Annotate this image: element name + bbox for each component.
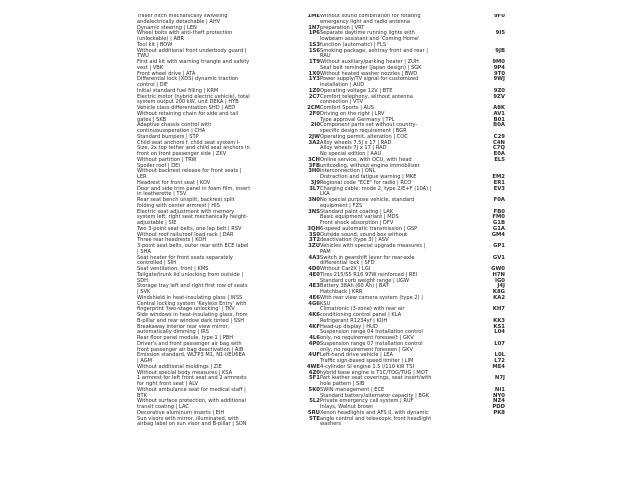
equipment-description [135, 210, 304, 227]
description-line: Door and side trim panel in foam film, insert [137, 185, 251, 192]
description-line: only, no requirement foreseen | GKV [320, 346, 413, 353]
equipment-code: 2JW [308, 133, 320, 140]
description-line: Without roof rails/roof load rack | DAR [137, 231, 234, 238]
description-line: (unlockable) | ABR [137, 36, 185, 42]
description-line: Seat heater for front seats separately [137, 254, 233, 261]
equipment-code: 2F0 [309, 110, 320, 117]
description-line: TWU [137, 53, 149, 60]
equipment-row [135, 198, 320, 210]
equipment-code: 4Z0 [308, 369, 320, 376]
description-line: Charging cable: mode 2, type 2/E+F (10A) | [320, 185, 432, 192]
equipment-code: KS1 [493, 323, 505, 330]
description-line: 3-point seat belts, outer rear with ECE label [137, 243, 249, 249]
equipment-code: G1B [492, 220, 505, 226]
equipment-code: 3N0 [308, 197, 320, 203]
description-line: KSU [320, 300, 331, 307]
description-line: system left, right seat mechanically height- [137, 214, 248, 221]
description-line: Central locking system 'Keyless Entry' with [137, 300, 247, 307]
description-line: Front wheel drive | ATA [137, 70, 196, 77]
description-line: Windshield in heat-insulating glass | WSS [137, 294, 243, 301]
description-line: Front shock absorption | DFV [320, 220, 394, 226]
equipment-description [318, 31, 475, 48]
equipment-code: 2C7 [308, 93, 320, 100]
equipment-row [135, 14, 320, 26]
description-line: Power supply/TV signal for customized [320, 76, 419, 83]
description-line: front passenger air bag deactivation | AIB [137, 346, 244, 353]
description-line: SDH [137, 277, 148, 284]
equipment-description [135, 417, 304, 429]
description-line: Comfort Sports | AUS [320, 105, 374, 111]
description-line: Initial standard fuel filling | KRM [137, 87, 219, 94]
equipment-code: ME4 [492, 363, 505, 370]
equipment-code: 4WE [306, 363, 320, 370]
description-line: automatically dimming | IRS [137, 329, 210, 336]
equipment-description [135, 198, 304, 210]
equipment-code: H7N [492, 271, 505, 278]
description-line: | SVK [137, 289, 151, 295]
equipment-code: 4K6 [308, 312, 320, 318]
equipment-code: 9Z0 [493, 87, 505, 94]
equipment-code: C7Q [492, 145, 505, 152]
description-line: hole pattern | SIB [320, 381, 365, 387]
equipment-code: KH7 [492, 306, 505, 313]
description-line: Distraction and fatigue warning | MKE [320, 174, 417, 180]
equipment-code: B01 [493, 116, 505, 123]
description-line: Climatronic (3-zone) with rear air [320, 306, 405, 313]
description-line: LER [137, 174, 147, 180]
description-line: equipment | FZS [320, 202, 363, 209]
equipment-code: ER1 [493, 179, 505, 186]
equipment-code: NI1 [494, 386, 505, 393]
equipment-code: 5F1 [309, 375, 320, 382]
description-line: SWIN management | ECE [320, 386, 385, 393]
description-line: Head-up display | HUD [320, 323, 378, 330]
description-line: fingerprint 'two-stage unlocking' | TKV [137, 306, 235, 313]
description-line: Two 3-point seat belts, one lap belt | RSV [137, 225, 242, 232]
equipment-code: 3T2 [309, 237, 320, 244]
equipment-column-left [135, 14, 320, 428]
description-line: Without surface protection, with additional [137, 398, 246, 405]
equipment-row [135, 417, 320, 429]
description-line: | SHA [137, 248, 151, 255]
description-line: Rear floor panel module, type 1 | PBH [137, 335, 234, 341]
description-line: Alloy wheels 7.5J x 17 | RAD [320, 139, 392, 146]
description-line: gates | SKB [137, 116, 167, 123]
description-line: Decorative aluminum inserts | EIH [137, 409, 225, 416]
equipment-code: 1S6 [308, 47, 320, 54]
description-line: Dynamic steering | LEN [137, 24, 197, 31]
equipment-row [318, 244, 505, 256]
description-line: airbag label on sun visor and B-pillar | SON [137, 421, 247, 428]
description-line: | AGM [137, 358, 153, 364]
description-line: BTK [137, 392, 147, 399]
description-line: Without ambulance seat for medical staff | [137, 386, 246, 393]
equipment-description [135, 60, 304, 72]
description-line: Electric motor (hybrid electric vehicle), total [137, 93, 250, 100]
equipment-code: 4D0 [308, 266, 320, 272]
equipment-code: B0A [493, 122, 505, 129]
description-line: front on front passenger side | ZKV [137, 151, 227, 157]
description-line: in leatherette | TSV [137, 191, 187, 198]
description-line: Side windows in heat-insulating glass, from [137, 312, 248, 318]
equipment-code: J4J [497, 283, 505, 290]
equipment-code: 4UF [308, 352, 320, 359]
description-line: Without partition | TRW [137, 156, 197, 163]
equipment-code: 9I5 [495, 30, 505, 37]
equipment-code: KK3 [493, 317, 505, 324]
equipment-code: C29 [493, 133, 505, 140]
equipment-code: FB0 [493, 208, 505, 215]
equipment-code: PDD [492, 404, 505, 410]
equipment-code: 1ME [307, 14, 320, 19]
equipment-code: A8K [493, 105, 505, 111]
description-line: Hatchback | KRR [320, 289, 363, 295]
equipment-code: 9M0 [492, 59, 505, 65]
equipment-row [318, 411, 505, 428]
description-line: 1 armrest for left front seat and 2 armrests [137, 375, 247, 382]
equipment-row [135, 210, 320, 227]
description-line: Without special body measures | KSA [137, 369, 233, 376]
description-line: Driver's and front passenger air bag with [137, 340, 242, 347]
description-line: Without additional moldings | ZIE [137, 363, 222, 370]
equipment-code: L0L [494, 352, 505, 359]
equipment-code: K8G [492, 289, 505, 295]
description-line: Battery 38Ah (60 Ah) | BAT [320, 283, 389, 290]
description-line: Vehicles with special upgrade measures | [320, 243, 426, 249]
equipment-row [135, 313, 320, 325]
description-line: hybrid base engine is T1C/TOG/TUG | MOT [320, 369, 428, 376]
equipment-code: 3FB [308, 162, 320, 169]
equipment-code: 3ZU [308, 243, 320, 249]
description-line: PAM [320, 248, 331, 255]
description-line: preparation | VRT [320, 24, 365, 31]
description-line: Child seat anchors f. child seat system I- [137, 139, 241, 146]
equipment-code: GV1 [492, 254, 505, 261]
description-line: Storage tray left and right first row of seats [137, 283, 248, 290]
description-line: Xenon headlights and AFS II, with dynamic [320, 409, 429, 416]
equipment-row [135, 60, 320, 72]
equipment-code: 3J9 [310, 179, 320, 186]
description-line: deactivation (type 3) | ASV [320, 237, 389, 244]
description-line: folding with center armrest | HIS [137, 202, 220, 209]
equipment-code: N7J [494, 375, 505, 382]
equipment-code: 9JB [495, 47, 505, 54]
equipment-row [318, 31, 505, 48]
equipment-description [318, 14, 475, 31]
description-line: Part leather seat coverings, seat insert/with [320, 375, 432, 382]
description-line: Without retaining chain for side and tail [137, 110, 239, 117]
description-line: Traffic sign-based speed limiter | LIM [320, 358, 414, 364]
description-line: 4-cylinder SI engine 1.5 l/110 kW TSI [320, 363, 415, 370]
description-line: Headrest for front seat | KOV [137, 179, 211, 186]
equipment-description [318, 411, 475, 428]
equipment-code: 5K0 [308, 386, 320, 393]
description-line: angle control and telescopic front headlight [320, 415, 432, 422]
description-line: B-pillar and rear window dark tinted | SSH [137, 317, 245, 324]
equipment-code: 2I0 [310, 122, 320, 129]
description-line: Vehicle class differentiation SHD | AED [137, 105, 236, 111]
description-line: differential lock | SFD [320, 260, 375, 267]
description-line: andelectrically detachable | AHV [137, 18, 221, 25]
description-line: controlled | SIH [137, 260, 176, 267]
equipment-code: 3QH [307, 225, 320, 232]
equipment-code: 9F0 [494, 14, 505, 19]
equipment-code: 3NS [308, 208, 320, 215]
equipment-code: 9P4 [493, 64, 505, 71]
description-line: control | DIF [137, 82, 168, 88]
equipment-code: EL5 [494, 156, 505, 163]
description-line: lowbeam assistant and 'Coming Home' [320, 36, 420, 42]
equipment-code: 2CM [307, 105, 320, 111]
description-line: Seat ventilation, front | KMS [137, 266, 209, 272]
description-line: Seat belt reminder (Japan design) | SGK [320, 64, 422, 71]
description-line: Electric seat adjustment with memory [137, 208, 235, 215]
description-line: No special purpose vehicle, standard [320, 197, 415, 203]
description-line: Switch in gearshift lever for rear-axle [320, 254, 415, 261]
description-line: system output 200 kW, unit DEKA | HYB [137, 99, 239, 106]
description-line: Outside sound, sound box without [320, 231, 408, 238]
description-line: Component parts set without country- [320, 122, 418, 129]
description-line: Rear seat bench unsplit, backrest split [137, 197, 235, 203]
equipment-code: 5RU [307, 409, 320, 416]
equipment-row [135, 141, 320, 158]
description-line: vest | VBK [137, 64, 164, 71]
description-line: connection | VTV [320, 99, 364, 106]
equipment-code: L07 [494, 340, 505, 347]
equipment-description [318, 198, 475, 210]
description-line: unitcoding, without engine immobilizer [320, 162, 420, 169]
equipment-code: L04 [494, 329, 505, 336]
equipment-description [318, 158, 475, 175]
description-line: Standard bumpers | STP [137, 133, 199, 140]
equipment-code: EV3 [493, 185, 505, 192]
equipment-description [318, 244, 475, 256]
description-line: Private emergency call system | RUF [320, 398, 414, 405]
description-line: Breakaway interior rear view mirror, [137, 323, 230, 330]
description-line: Operating permit, alteration | COC [320, 133, 408, 140]
equipment-code: C4N [492, 139, 505, 146]
equipment-code: F0A [493, 197, 505, 203]
equipment-row [318, 158, 505, 175]
equipment-code: G1A [492, 225, 505, 232]
equipment-code: 3L7 [309, 185, 320, 192]
description-line: for right front seat | ALV [137, 381, 199, 387]
equipment-list-sheet [135, 14, 505, 474]
equipment-code: 4P0 [308, 340, 320, 347]
equipment-code: GP1 [493, 243, 505, 249]
equipment-row [135, 244, 320, 256]
description-line: LKA [320, 191, 330, 198]
description-line: function (automatic) | FLS [320, 41, 387, 48]
equipment-row [318, 14, 505, 31]
equipment-code: 5TE [309, 415, 320, 422]
equipment-code: 4E0 [309, 271, 320, 278]
equipment-code: GM4 [491, 231, 505, 238]
description-line: Driving on the right | LRV [320, 110, 385, 117]
description-line: Tool kit | BOW [137, 41, 173, 48]
description-line: Suspension range 04 Installation control [320, 329, 423, 336]
description-line: Comfort telephony, without antenna [320, 93, 413, 100]
description-line: First aid kit with warning triangle and safety [137, 59, 250, 65]
description-line: Inlays, Walnut brown [320, 404, 374, 410]
equipment-code: KA2 [493, 294, 505, 301]
description-line: conditioning control panel | KLA [320, 312, 402, 318]
equipment-description [135, 313, 304, 325]
equipment-code: 4L6 [309, 335, 320, 341]
description-line: Without Car2X | LGI [320, 266, 371, 272]
equipment-code: 3A2 [308, 139, 320, 146]
description-line: Online service, with OCU, with head [320, 156, 412, 163]
equipment-code: EM2 [492, 174, 505, 180]
description-line: Without backrest release for front seats | [137, 168, 242, 175]
description-line: Standard battery/alternator capacity | BGK [320, 392, 430, 399]
equipment-code: 5L2 [309, 398, 320, 405]
description-line: Standard paint coating | LAK [320, 208, 394, 215]
description-line: No special edition | AAU [320, 151, 382, 157]
equipment-code: E0A [493, 151, 505, 157]
equipment-code: 4KF [308, 323, 320, 330]
description-line: Wheel bolts with anti-theft protection [137, 30, 233, 37]
description-line: Alloy wheels 7J x 17 | RAD [320, 145, 387, 152]
equipment-code: 9T0 [494, 70, 505, 77]
description-line: Separate daytime running lights with [320, 30, 415, 37]
equipment-code: NZ4 [493, 398, 505, 405]
description-line: Without auxiliary/parking heater | ZUH [320, 59, 419, 65]
equipment-code: PK8 [493, 409, 505, 416]
equipment-code: 4G6 [308, 300, 320, 307]
equipment-description [135, 141, 304, 158]
description-line: Smoking package, ashtray front and rear | [320, 47, 428, 54]
description-line: Differential lock (XDS) dynamic traction [137, 76, 239, 83]
description-line: Without heated washer nozzles | BWD [320, 70, 418, 77]
description-line: Three rear headrests | KOH [137, 237, 207, 244]
description-line: continuousoperation | CHA [137, 128, 206, 134]
equipment-code: 9WJ [493, 76, 505, 83]
equipment-code: NY0 [493, 392, 505, 399]
description-line: Emission standard, WLTP3 M1, N1-I/EU6EA [137, 352, 246, 359]
equipment-code: FM0 [492, 214, 505, 221]
equipment-code: 1X0 [308, 70, 320, 77]
equipment-code: 1P6 [308, 30, 320, 37]
equipment-code: L72 [494, 358, 505, 364]
description-line: Left-hand drive vehicle | LEA [320, 352, 393, 359]
equipment-code: IG0 [494, 277, 505, 284]
equipment-code: 1N7 [308, 24, 320, 31]
description-line: only, no requirement foresee(t | GKV [320, 335, 414, 341]
description-line: Without additional front underbody guard | [137, 47, 247, 54]
description-line: emergency light and radio antenna [320, 18, 411, 25]
description-line: RAU [320, 53, 331, 60]
description-line: 6-speed automatic transmission | GSP [320, 225, 418, 232]
equipment-code: 4A3 [308, 254, 320, 261]
equipment-code: 3S0 [308, 231, 320, 238]
equipment-code: 1S3 [308, 41, 320, 48]
description-line: Spoiler roof | DEI [137, 162, 180, 169]
equipment-code: 3H0 [308, 168, 320, 175]
description-line: Operating voltage 12V | BTE [320, 87, 393, 94]
equipment-code: 4E3 [309, 283, 320, 290]
equipment-code: 1T9 [309, 59, 320, 65]
description-line: Type approval Germany | TPL [320, 116, 395, 123]
description-line: Without sound combination for rotating [320, 14, 421, 19]
description-line: Trailer hitch mechanically swiveling [137, 14, 228, 19]
equipment-description [135, 14, 304, 26]
equipment-code: GW0 [491, 266, 505, 272]
description-line: Sun visors with mirror, illuminated, with [137, 415, 239, 422]
equipment-code: 4E6 [309, 294, 320, 301]
equipment-code: 3CH [307, 156, 320, 163]
description-line: Size, 2x top tether and child seat anchors in [137, 145, 250, 152]
equipment-code: 9ZV [493, 93, 505, 100]
equipment-column-right [318, 14, 505, 428]
description-line: installation | AUD [320, 82, 365, 88]
equipment-code: AV1 [493, 110, 505, 117]
description-line: adjustable | SIE [137, 220, 177, 226]
description-line: Adaptive chassis control with [137, 122, 212, 129]
equipment-code: 1Z0 [308, 87, 320, 94]
equipment-row [318, 198, 505, 210]
description-line: With rear view camera system (type 2) | [320, 294, 423, 301]
description-line: transit coating | LAC [137, 404, 189, 410]
description-line: Tailgate/trunk lid unlocking from outside | [137, 271, 244, 278]
description-line: washers [320, 421, 342, 428]
description-line: Standard curb weight range | UGW [320, 277, 410, 284]
description-line: Basic equipment variant | MDS [320, 214, 399, 221]
description-line: Refrigerant R1234yf | KUH [320, 317, 388, 324]
equipment-description [135, 244, 304, 256]
description-line: Tires 215/55 R16 97W reinforced | REI [320, 271, 418, 278]
description-line: interconnection | ONL [320, 168, 376, 175]
description-line: Regional code "ECE" for radio | RCO [320, 179, 412, 186]
description-line: Suspension range 07 installation control [320, 340, 423, 347]
description-line: specific design requirement | BGR [320, 128, 407, 134]
equipment-code: 1Y3 [308, 76, 320, 83]
